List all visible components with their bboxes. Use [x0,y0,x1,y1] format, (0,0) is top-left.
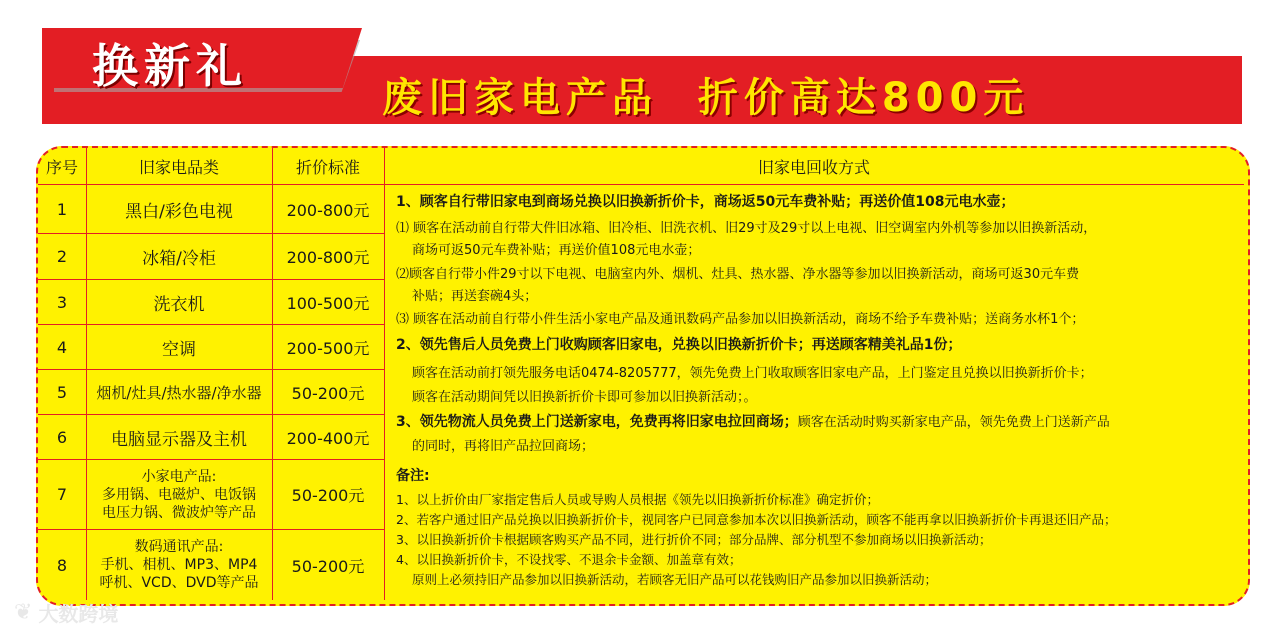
row-category: 烟机/灶具/热水器/净水器 [96,383,262,402]
note-item: 4、以旧换新折价卡，不设找零、不退余卡金额、加盖章有效； [396,552,742,567]
header-price: 折价标准 [295,157,360,177]
method-3-block [396,411,1110,431]
method-1-item-b-cont: 补贴；再送套碗4头； [412,289,538,304]
method-1-title: 1、顾客自行带旧家电到商场兑换以旧换新折价卡，商场返50元车费补贴；再送价值108元电水壶； [396,194,1015,210]
row-number: 7 [56,485,68,504]
row-price: 50-200元 [291,556,365,576]
row-price: 50-200元 [291,486,365,505]
row-number: 6 [56,427,68,447]
row-number: 3 [56,292,68,312]
row-number: 1 [56,199,68,219]
row-category: 电脑显示器及主机 [111,429,247,450]
category-line: 多用锅、电磁炉、电饭锅 [102,486,256,503]
row-category: 黑白/彩色电视 [125,201,233,222]
tab-title: 换新礼 [92,39,248,93]
method-3-title: 3、领先物流人员免费上门送新家电，免费再将旧家电拉回商场； [396,414,798,430]
category-line: 电压力锅、微波炉等产品 [102,504,256,521]
method-2-title: 2、领先售后人员免费上门收购顾客旧家电，兑换以旧换新折价卡；再送顾客精美礼品1份； [396,337,962,353]
note-item: 2、若客户通过旧产品兑换以旧换新折价卡，视同客户已同意参加本次以旧换新活动，顾客不能再拿以旧换新折价卡再退还旧产品； [396,512,1117,527]
row-price: 50-200元 [291,383,365,403]
col-divider [384,148,385,600]
notes-title: 备注: [396,468,430,484]
category-line: 呼机、VCD、DVD等产品 [99,575,259,591]
row-number: 2 [56,247,68,266]
method-2-line-2: 顾客在活动期间凭以旧换新折价卡即可参加以旧换新活动；。 [412,390,757,405]
method-3-line-2: 的同时，再将旧产品拉回商场； [412,439,595,454]
row-category: 空调 [162,339,196,360]
row-price: 200-800元 [286,200,370,220]
category-line: 数码通讯产品: [134,539,224,555]
note-item: 原则上必须持旧产品参加以旧换新活动，若顾客无旧产品可以花钱购旧产品参加以旧换新活动； [412,572,938,587]
watermark-text: 大数跨境 [38,602,119,626]
row-number: 4 [56,337,68,357]
row-divider [384,184,1244,185]
row-number: 8 [56,555,68,575]
row-price: 200-800元 [286,248,370,267]
banner-headline: 废旧家电产品 折价高达800元 [382,75,1030,121]
row-price: 200-500元 [286,338,370,358]
watermark-logo-icon: ❦ [14,600,33,625]
row-category [86,530,272,600]
method-3-line-1: 顾客在活动时购买新家电产品，领先免费上门送新产品 [797,415,1110,430]
row-price: 100-500元 [286,293,370,313]
method-1-item-a-cont: 商场可返50元车费补贴；再送价值108元电水壶； [412,243,701,258]
watermark [14,598,118,627]
row-category: 冰箱/冷柜 [142,249,216,269]
note-item: 3、以旧换新折价卡根据顾客购买产品不同，进行折价不同；部分品牌、部分机型不参加商场以旧换新活动； [396,532,992,547]
method-1-item-a: ⑴ 顾客在活动前自行带大件旧冰箱、旧冷柜、旧洗衣机、旧29寸及29寸以上电视、旧空调室内外机等参加以旧换新活动， [396,221,1097,236]
header-method: 旧家电回收方式 [757,157,870,177]
row-price: 200-400元 [286,428,370,448]
row-number: 5 [56,382,68,402]
note-item: 1、以上折价由厂家指定售后人员或导购人员根据《领先以旧换新折价标准》确定折价； [396,492,879,507]
header-no: 序号 [45,157,78,177]
header-category: 旧家电品类 [138,157,219,177]
method-1-item-b: ⑵顾客自行带小件29寸以下电视、电脑室内外、烟机、灶具、热水器、净水器等参加以旧换新活动，商场可返30元车费 [396,267,1080,282]
method-1-item-c: ⑶ 顾客在活动前自行带小件生活小家电产品及通讯数码产品参加以旧换新活动，商场不给予车费补贴；送商务水杯1个； [396,312,1085,327]
category-line: 小家电产品: [141,468,217,485]
row-category [86,460,272,529]
category-line: 手机、相机、MP3、MP4 [100,557,258,573]
row-category: 洗衣机 [153,294,205,315]
method-2-line-1: 顾客在活动前打领先服务电话0474-8205777，领先免费上门收取顾客旧家电产品，上门鉴定且兑换以旧换新折价卡； [412,366,1093,381]
